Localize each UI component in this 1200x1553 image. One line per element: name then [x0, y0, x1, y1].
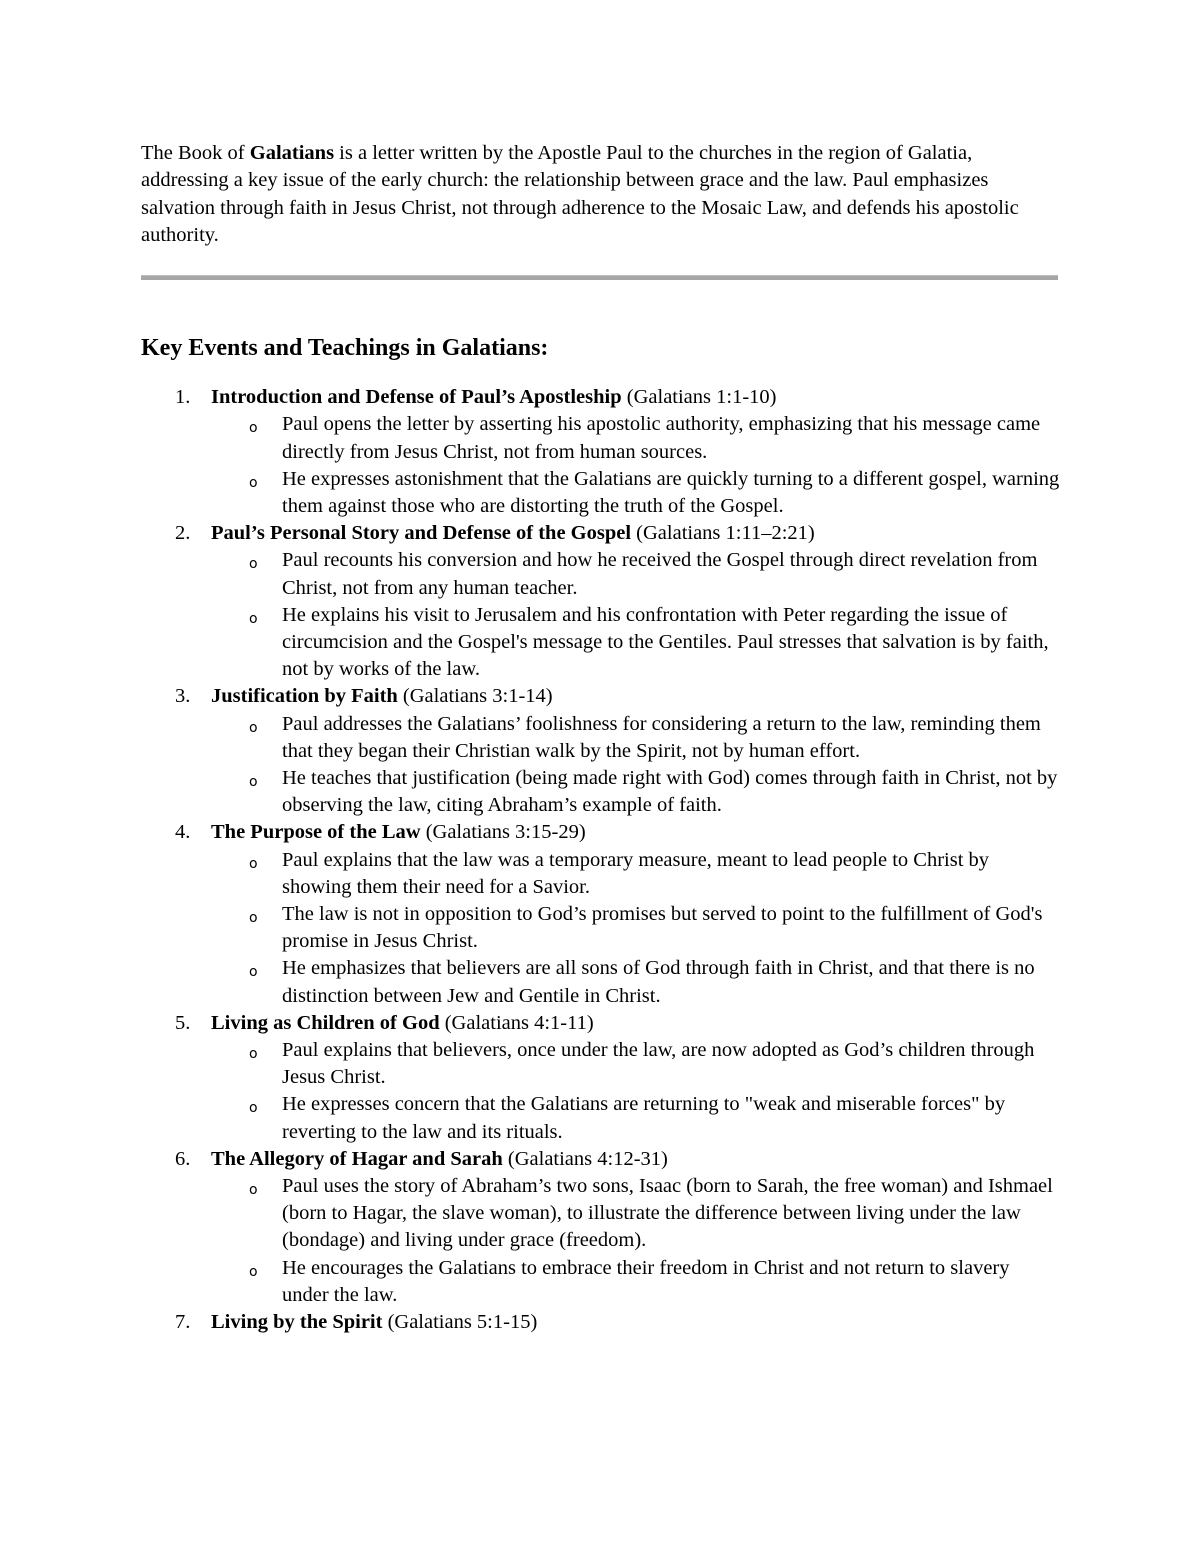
- circle-bullet-icon: o: [249, 610, 258, 627]
- sub-point: [211, 411, 1061, 465]
- sub-point-list: [211, 547, 1061, 683]
- circle-bullet-icon: o: [249, 719, 258, 736]
- event-reference: (Galatians 4:12-31): [502, 1147, 668, 1170]
- circle-bullet-icon: o: [249, 420, 258, 437]
- sub-point-list: [211, 847, 1061, 1010]
- sub-point: [211, 1037, 1061, 1091]
- list-item-number: 7.: [175, 1311, 191, 1334]
- circle-bullet-icon: o: [249, 1046, 258, 1063]
- event-title: Living as Children of God: [211, 1011, 440, 1034]
- event-reference: (Galatians 3:1-14): [397, 685, 553, 708]
- sub-point: [211, 711, 1061, 765]
- sub-point-text: The law is not in opposition to God’s promises but served to point to the fulfillment of God's promise in Jesus Christ.: [282, 903, 1043, 953]
- event-title: The Allegory of Hagar and Sarah: [211, 1147, 503, 1170]
- intro-post: is a letter written by the Apostle Paul to the churches in the region of Galatia, addressing a key issue of the early church: the relationship between grace and the law. Paul emphasizes salvation through faith in Jesus Christ, not through adherence to the Mosaic Law, and defends his apostolic authority.: [141, 142, 1019, 246]
- list-item: [141, 520, 1061, 683]
- sub-point-text: He expresses astonishment that the Galatians are quickly turning to a different gospel, warning them against those who are distorting the truth of the Gospel.: [282, 467, 1060, 517]
- event-reference: (Galatians 3:15-29): [420, 821, 586, 844]
- sub-point: [211, 466, 1061, 520]
- list-item: [141, 819, 1061, 1009]
- events-list: [141, 384, 1061, 1336]
- sub-point-text: Paul addresses the Galatians’ foolishness for considering a return to the law, reminding them that they began their Christian walk by the Spirit, not by human effort.: [282, 712, 1041, 762]
- list-item: [141, 683, 1061, 819]
- sub-point-text: Paul opens the letter by asserting his apostolic authority, emphasizing that his message came directly from Jesus Christ, not from human sources.: [282, 413, 1041, 463]
- event-title-line: [211, 1309, 1061, 1336]
- circle-bullet-icon: o: [249, 1182, 258, 1199]
- event-title: The Purpose of the Law: [211, 821, 421, 844]
- sub-point-list: [211, 1173, 1061, 1309]
- event-reference: (Galatians 1:11–2:21): [631, 522, 815, 545]
- list-item: [141, 1010, 1061, 1146]
- horizontal-divider: [141, 275, 1058, 280]
- event-title-line: [211, 819, 1061, 846]
- circle-bullet-icon: o: [249, 556, 258, 573]
- circle-bullet-icon: o: [249, 855, 258, 872]
- circle-bullet-icon: o: [249, 774, 258, 791]
- intro-pre: The Book of: [141, 142, 250, 164]
- sub-point: [211, 901, 1061, 955]
- list-item-number: 3.: [175, 685, 191, 708]
- sub-point-text: Paul uses the story of Abraham’s two sons, Isaac (born to Sarah, the free woman) and Ishmael (born to Hagar, the slave woman), to illustrate the difference between living under the law (bondage) and living under grace (freedom).: [282, 1175, 1053, 1252]
- sub-point-text: He explains his visit to Jerusalem and his confrontation with Peter regarding the issue of circumcision and the Gospel's message to the Gentiles. Paul stresses that salvation is by faith, not by works of the law.: [282, 603, 1049, 681]
- event-title-line: [211, 683, 1061, 710]
- section-heading: Key Events and Teachings in Galatians:: [141, 335, 549, 362]
- list-item-number: 1.: [175, 386, 191, 409]
- list-item-number: 4.: [175, 821, 191, 844]
- sub-point-text: He emphasizes that believers are all sons of God through faith in Christ, and that there is no distinction between Jew and Gentile in Christ.: [282, 957, 1035, 1007]
- list-item-number: 6.: [175, 1147, 191, 1170]
- list-item: [141, 1309, 1061, 1336]
- event-title-line: [211, 520, 1061, 547]
- event-title: Paul’s Personal Story and Defense of the Gospel: [211, 522, 632, 545]
- sub-point: [211, 955, 1061, 1009]
- sub-point: [211, 765, 1061, 819]
- sub-point-text: Paul recounts his conversion and how he received the Gospel through direct revelation from Christ, not from any human teacher.: [282, 549, 1038, 599]
- event-title-line: [211, 1010, 1061, 1037]
- circle-bullet-icon: o: [249, 474, 258, 491]
- intro-paragraph: [141, 140, 1061, 249]
- list-item-number: 2.: [175, 522, 191, 545]
- list-item: [141, 384, 1061, 520]
- sub-point: [211, 1255, 1061, 1309]
- intro-book-name: Galatians: [249, 142, 335, 164]
- circle-bullet-icon: o: [249, 910, 258, 927]
- event-reference: (Galatians 4:1-11): [439, 1011, 594, 1034]
- sub-point: [211, 602, 1061, 684]
- event-reference: (Galatians 1:1-10): [621, 386, 777, 409]
- list-item-number: 5.: [175, 1011, 191, 1034]
- sub-point-text: He teaches that justification (being made right with God) comes through faith in Christ, not by observing the law, citing Abraham’s example of faith.: [282, 767, 1058, 817]
- event-title: Introduction and Defense of Paul’s Apostleship: [211, 386, 622, 409]
- sub-point-list: [211, 1037, 1061, 1146]
- sub-point: [211, 847, 1061, 901]
- sub-point-list: [211, 711, 1061, 820]
- sub-point-text: He expresses concern that the Galatians are returning to "weak and miserable forces" by reverting to the law and its rituals.: [282, 1093, 1006, 1143]
- event-title: Living by the Spirit: [211, 1311, 383, 1334]
- sub-point-list: [211, 411, 1061, 520]
- event-title-line: [211, 384, 1061, 411]
- event-title-line: [211, 1146, 1061, 1173]
- circle-bullet-icon: o: [249, 1100, 258, 1117]
- list-item: [141, 1146, 1061, 1309]
- sub-point-text: He encourages the Galatians to embrace their freedom in Christ and not return to slavery under the law.: [282, 1256, 1010, 1306]
- circle-bullet-icon: o: [249, 1263, 258, 1280]
- sub-point: [211, 547, 1061, 601]
- sub-point: [211, 1091, 1061, 1145]
- sub-point-text: Paul explains that believers, once under the law, are now adopted as God’s children through Jesus Christ.: [282, 1039, 1035, 1089]
- sub-point: [211, 1173, 1061, 1255]
- event-title: Justification by Faith: [211, 685, 398, 708]
- document-page: [141, 140, 1061, 1336]
- event-reference: (Galatians 5:1-15): [382, 1311, 538, 1334]
- circle-bullet-icon: o: [249, 964, 258, 981]
- sub-point-text: Paul explains that the law was a temporary measure, meant to lead people to Christ by showing them their need for a Savior.: [282, 848, 990, 898]
